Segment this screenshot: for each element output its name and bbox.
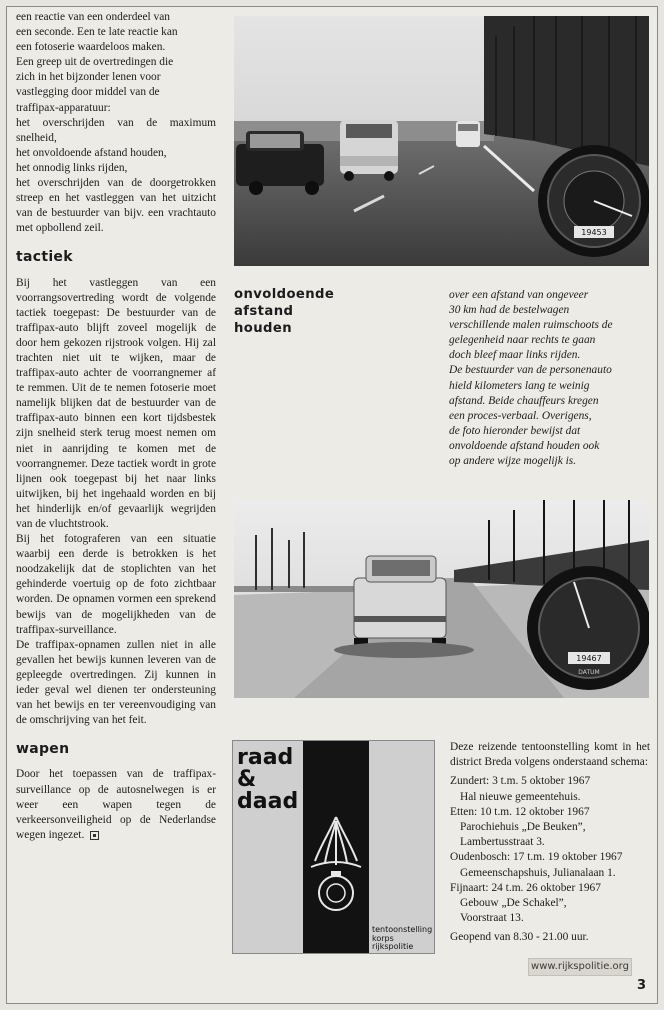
exhibition-poster <box>232 740 435 954</box>
list-intro-line: zich in het bijzonder lenen voor <box>16 71 161 84</box>
photo-car-too-close-image <box>234 500 649 698</box>
photo-highway-traffic-image <box>234 16 649 266</box>
grenade-emblem-icon <box>305 809 367 929</box>
list-intro-line: Een greep uit de overtredingen die <box>16 56 174 69</box>
poster-subtitle-line: korps <box>372 933 394 943</box>
photo-car-too-close <box>234 500 649 698</box>
caption-line: verschillende malen ruimschoots de <box>449 319 613 332</box>
heading-tactiek: tactiek <box>16 249 73 266</box>
poster-title-line: raad <box>237 745 294 770</box>
end-of-article-icon <box>90 831 99 840</box>
poster-title-line: daad <box>237 789 299 814</box>
list-intro-line: vastlegging door middel van de <box>16 86 160 99</box>
poster-title-line: & <box>237 767 257 792</box>
violation-item: het overschrijden van de doorgetrokken streep en het vastleggen van het uitzicht van de bestuurder van bijv. een vrachtauto met opbollend zeil. <box>16 177 216 235</box>
caption-line: gelegenheid naar rechts te gaan <box>449 334 596 347</box>
odometer-reading: 19453 <box>581 228 607 237</box>
subhead-line: houden <box>234 321 293 336</box>
subhead-line: afstand <box>234 304 294 319</box>
list-intro-line: traffipax-apparatuur: <box>16 101 111 114</box>
schedule-line: Oudenbosch: 17 t.m. 19 oktober 1967 <box>450 851 623 864</box>
violation-item: het overschrijden van de maximum snelheid, <box>16 116 216 144</box>
schedule-line: Gemeenschapshuis, Julianalaan 1. <box>460 866 616 879</box>
opening-hours: Geopend van 8.30 - 21.00 uur. <box>450 931 589 944</box>
poster-subtitle-line: rijkspolitie <box>372 942 414 951</box>
poster-title <box>237 747 298 813</box>
caption-line: 30 km had de bestelwagen <box>449 304 570 317</box>
photo-caption <box>449 288 649 469</box>
schedule-line: Etten: 10 t.m. 12 oktober 1967 <box>450 805 590 818</box>
schedule-line: Fijnaart: 24 t.m. 26 oktober 1967 <box>450 881 601 894</box>
intro-line: een fotoserie waardeloos maken. <box>16 41 166 54</box>
schedule-line: Hal nieuwe gemeentehuis. <box>460 790 581 803</box>
caption-line: een proces-verbaal. Overigens, <box>449 409 592 422</box>
caption-line: de foto hieronder bewijst dat <box>449 424 581 437</box>
heading-wapen: wapen <box>16 741 70 758</box>
speedometer-bottom <box>527 566 649 690</box>
car-ahead <box>354 556 446 646</box>
exhibition-schedule <box>450 740 650 946</box>
poster-subtitle <box>372 926 432 952</box>
schedule-line: Lambertusstraat 3. <box>460 836 545 849</box>
violation-item: het onvoldoende afstand houden, <box>16 146 167 159</box>
caption-line: afstand. Beide chauffeurs kregen <box>449 394 599 407</box>
intro-line: een seconde. Een te late reactie kan <box>16 26 178 39</box>
caption-line: De bestuurder van de personenauto <box>449 364 612 377</box>
wapen-text: Door het toepassen van de traffipax-surveillance op de autosnelwegen is er weer een wapen tegen de verkeersonveiligheid op de Nederlandse wegen ingezet. <box>16 768 216 841</box>
intro-line: een reactie van een onderdeel van <box>16 11 170 23</box>
violation-item: het onnodig links rijden, <box>16 161 128 174</box>
odometer-reading: 19467 <box>576 654 602 663</box>
tactiek-paragraph-1: Bij het vastleggen van een voorrangsovertreding wordt de volgende tactiek toegepast: De bestuurder van de traffipax-auto blijft zoveel mogelijk de door hem gekozen rijstrook volgen. Hij zal trachten niet uit te wijken, maar de traffipax-auto achter de voorrangnemer af te remmen. Uit de te nemen fotoserie moet namelijk blijken dat de bestuurder van de traffipax-auto binnen een kort tijdsbestek zijn snelheid sterk terug moest nemen om niet in aanrijding te komen met de voorrangnemer. Deze tactiek wordt in grote lijnen ook toegepast bij het naar links uitwijken, bij het ingehaald worden en bij het hinderlijk en/of gevaarlijk wegrijden van de vluchtstrook. <box>16 276 216 530</box>
caption-line: hield kilometers lang te weinig <box>449 379 590 392</box>
poster-subtitle-line: tentoonstelling <box>372 925 433 934</box>
van-middle <box>340 120 398 181</box>
speedometer-top <box>538 145 649 257</box>
caption-line: onvoldoende afstand houden ook <box>449 439 600 452</box>
wapen-paragraph <box>16 767 216 842</box>
tactiek-paragraph-3: De traffipax-opnamen zullen niet in alle gevallen het bewijs kunnen leveren van de gepleegde overtredingen. Zij kunnen in ieder geval wel dienen ter ondersteuning van het bewijs en ter vereenvoudiging van de omschrijving van het feit. <box>16 638 216 727</box>
watermark-url: www.rijkspolitie.org <box>528 958 632 976</box>
page-number: 3 <box>637 978 647 993</box>
schedule-line: Gebouw „De Schakel”, <box>460 897 567 910</box>
caption-line: over een afstand van ongeveer <box>449 289 589 301</box>
tactiek-paragraph-2: Bij het fotograferen van een situatie waarbij een derde is betrokken is het noodzakelijk dat de stoplichten van het gehinderde voertuig op de foto zichtbaar worden. De opnamen vormen een sprekend bewijs van de mogelijkheden van de traffipax-surveillance. <box>16 533 216 636</box>
exhibition-intro: Deze reizende tentoonstelling komt in het district Breda volgens onderstaand schema: <box>450 741 650 769</box>
schedule-line: Parochiehuis „De Beuken”, <box>460 821 586 834</box>
caption-line: op andere wijze mogelijk is. <box>449 455 577 468</box>
dial-label: DATUM <box>578 669 600 676</box>
schedule-line: Zundert: 3 t.m. 5 oktober 1967 <box>450 775 591 788</box>
caption-line: doch bleef maar links rijden. <box>449 349 581 362</box>
schedule-line: Voorstraat 13. <box>460 912 524 925</box>
subhead-line: onvoldoende <box>234 287 335 302</box>
subhead <box>234 286 354 337</box>
left-column <box>16 10 216 843</box>
photo-highway-traffic <box>234 16 649 266</box>
